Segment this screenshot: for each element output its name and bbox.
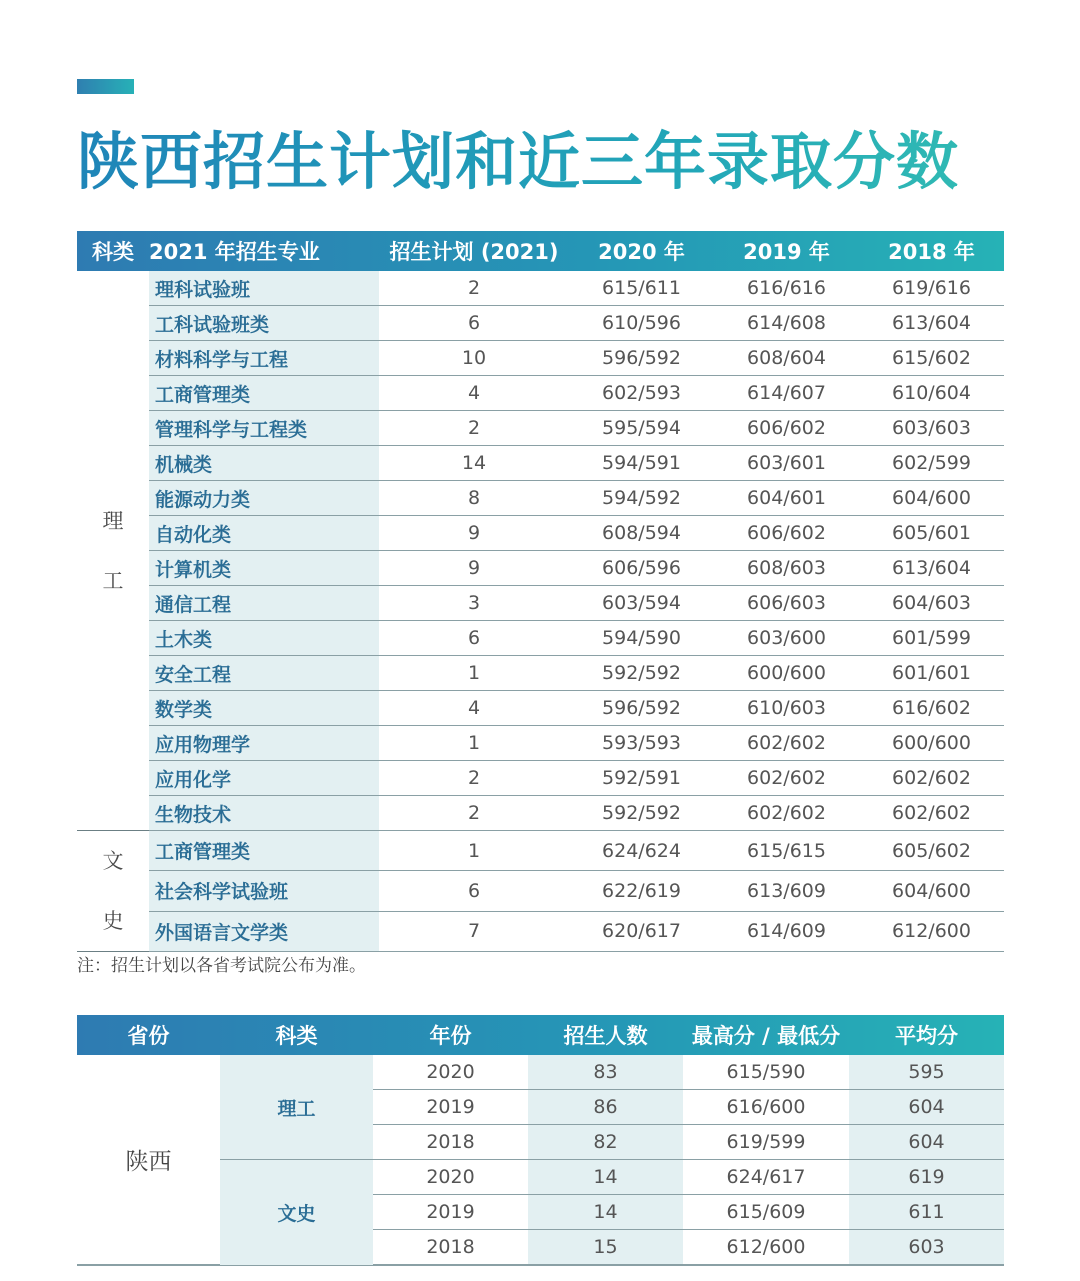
score-2019-cell: 608/604: [714, 341, 859, 376]
score-2019-cell: 600/600: [714, 656, 859, 691]
year-cell: 2020: [373, 1055, 528, 1090]
score-2020-cell: 610/596: [569, 306, 714, 341]
score-2018-cell: 602/599: [859, 446, 1004, 481]
count-cell: 14: [528, 1160, 683, 1195]
plan-cell: 1: [379, 726, 569, 761]
score-2020-cell: 622/619: [569, 871, 714, 911]
score-2020-cell: 606/596: [569, 551, 714, 586]
score-2018-cell: 601/601: [859, 656, 1004, 691]
major-cell: 应用化学: [149, 761, 379, 796]
admission-scores-table: [77, 231, 1004, 952]
header-average: 平均分: [895, 1024, 958, 1048]
score-2018-cell: 613/604: [859, 306, 1004, 341]
score-2019-cell: 616/616: [714, 271, 859, 306]
table-row: [77, 271, 1004, 306]
score-2018-cell: 615/602: [859, 341, 1004, 376]
category-cell: [77, 831, 149, 952]
score-2020-cell: 608/594: [569, 516, 714, 551]
score-2019-cell: 613/609: [714, 871, 859, 911]
score-2019-cell: 614/609: [714, 911, 859, 951]
table-header-row: [77, 231, 1004, 271]
major-cell: 工科试验班类: [149, 306, 379, 341]
province-cell: 陕西: [77, 1055, 220, 1265]
average-cell: 619: [849, 1160, 1004, 1195]
plan-cell: 4: [379, 691, 569, 726]
count-cell: 82: [528, 1125, 683, 1160]
count-cell: 86: [528, 1090, 683, 1125]
average-cell: 603: [849, 1230, 1004, 1266]
table-row: [77, 621, 1004, 656]
table-row: [77, 481, 1004, 516]
plan-cell: 2: [379, 796, 569, 831]
kind-cell: 理工: [220, 1055, 373, 1160]
table-row: [77, 376, 1004, 411]
kind-cell: 文史: [220, 1160, 373, 1266]
major-cell: 应用物理学: [149, 726, 379, 761]
score-2019-cell: 603/600: [714, 621, 859, 656]
score-2018-cell: 605/601: [859, 516, 1004, 551]
major-cell: 生物技术: [149, 796, 379, 831]
plan-cell: 6: [379, 621, 569, 656]
plan-cell: 6: [379, 871, 569, 911]
table-row: [77, 871, 1004, 911]
score-2018-cell: 610/604: [859, 376, 1004, 411]
score-2018-cell: 619/616: [859, 271, 1004, 306]
score-2018-cell: 604/603: [859, 586, 1004, 621]
table-row: [77, 691, 1004, 726]
score-2020-cell: 596/592: [569, 691, 714, 726]
category-char: 理: [102, 508, 124, 533]
header-kind: 科类: [275, 1024, 318, 1048]
header-score-range: 最高分 / 最低分: [691, 1024, 841, 1048]
footnote: 注：招生计划以各省考试院公布为准。: [77, 956, 366, 976]
year-cell: 2019: [373, 1195, 528, 1230]
plan-cell: 9: [379, 551, 569, 586]
score-2018-cell: 612/600: [859, 911, 1004, 951]
province-summary-table: [77, 1015, 1004, 1266]
major-cell: 安全工程: [149, 656, 379, 691]
table-row: [77, 726, 1004, 761]
score-2019-cell: 614/607: [714, 376, 859, 411]
score-2019-cell: 602/602: [714, 796, 859, 831]
table-row: [77, 446, 1004, 481]
score-2020-cell: 592/592: [569, 656, 714, 691]
year-cell: 2018: [373, 1230, 528, 1266]
score-2018-cell: 605/602: [859, 831, 1004, 871]
score-2019-cell: 606/602: [714, 411, 859, 446]
average-cell: 604: [849, 1125, 1004, 1160]
plan-cell: 1: [379, 831, 569, 871]
plan-cell: 3: [379, 586, 569, 621]
score-2019-cell: 606/602: [714, 516, 859, 551]
score-2019-cell: 610/603: [714, 691, 859, 726]
score-2019-cell: 614/608: [714, 306, 859, 341]
plan-cell: 7: [379, 911, 569, 951]
average-cell: 595: [849, 1055, 1004, 1090]
header-2020: 2020 年: [598, 240, 685, 264]
major-cell: 理科试验班: [149, 271, 379, 306]
header-count: 招生人数: [563, 1024, 648, 1048]
plan-cell: 6: [379, 306, 569, 341]
table-row: [77, 306, 1004, 341]
score-range-cell: 619/599: [683, 1125, 849, 1160]
year-cell: 2020: [373, 1160, 528, 1195]
table-row: [77, 761, 1004, 796]
plan-cell: 2: [379, 761, 569, 796]
count-cell: 14: [528, 1195, 683, 1230]
score-2019-cell: 604/601: [714, 481, 859, 516]
major-cell: 通信工程: [149, 586, 379, 621]
score-2019-cell: 603/601: [714, 446, 859, 481]
category-char: 工: [102, 568, 124, 593]
score-2020-cell: 595/594: [569, 411, 714, 446]
count-cell: 83: [528, 1055, 683, 1090]
header-2018: 2018 年: [888, 240, 975, 264]
score-2020-cell: 594/591: [569, 446, 714, 481]
score-2020-cell: 624/624: [569, 831, 714, 871]
table-row: [77, 551, 1004, 586]
plan-cell: 9: [379, 516, 569, 551]
header-major: 2021 年招生专业: [149, 240, 320, 264]
plan-cell: 8: [379, 481, 569, 516]
major-cell: 能源动力类: [149, 481, 379, 516]
major-cell: 材料科学与工程: [149, 341, 379, 376]
table-row: [77, 656, 1004, 691]
count-cell: 15: [528, 1230, 683, 1266]
table-row: [77, 516, 1004, 551]
score-2018-cell: 600/600: [859, 726, 1004, 761]
table-header-row: [77, 1015, 1004, 1055]
header-year: 年份: [429, 1024, 472, 1048]
score-2020-cell: 594/592: [569, 481, 714, 516]
score-2018-cell: 616/602: [859, 691, 1004, 726]
major-cell: 自动化类: [149, 516, 379, 551]
major-cell: 工商管理类: [149, 831, 379, 871]
score-range-cell: 624/617: [683, 1160, 849, 1195]
header-province: 省份: [127, 1024, 170, 1048]
major-cell: 外国语言文学类: [149, 911, 379, 951]
major-cell: 土木类: [149, 621, 379, 656]
header-plan: 招生计划 (2021): [389, 240, 559, 264]
score-2020-cell: 592/592: [569, 796, 714, 831]
major-cell: 工商管理类: [149, 376, 379, 411]
category-cell: [77, 271, 149, 831]
plan-cell: 10: [379, 341, 569, 376]
score-2020-cell: 620/617: [569, 911, 714, 951]
plan-cell: 1: [379, 656, 569, 691]
score-2018-cell: 601/599: [859, 621, 1004, 656]
table-row: [77, 1055, 1004, 1090]
score-2018-cell: 613/604: [859, 551, 1004, 586]
score-2020-cell: 592/591: [569, 761, 714, 796]
page-title: 陕西招生计划和近三年录取分数: [77, 112, 959, 201]
score-2018-cell: 602/602: [859, 761, 1004, 796]
table-row: [77, 831, 1004, 871]
score-range-cell: 615/609: [683, 1195, 849, 1230]
major-cell: 计算机类: [149, 551, 379, 586]
score-2020-cell: 602/593: [569, 376, 714, 411]
score-range-cell: 616/600: [683, 1090, 849, 1125]
score-2018-cell: 604/600: [859, 481, 1004, 516]
plan-cell: 2: [379, 411, 569, 446]
major-cell: 数学类: [149, 691, 379, 726]
score-2020-cell: 615/611: [569, 271, 714, 306]
year-cell: 2018: [373, 1125, 528, 1160]
accent-bar: [77, 79, 134, 94]
header-category: 科类: [92, 240, 134, 264]
table-row: [77, 411, 1004, 446]
score-2020-cell: 596/592: [569, 341, 714, 376]
score-2018-cell: 604/600: [859, 871, 1004, 911]
plan-cell: 2: [379, 271, 569, 306]
major-cell: 社会科学试验班: [149, 871, 379, 911]
table-row: [77, 341, 1004, 376]
score-2019-cell: 602/602: [714, 761, 859, 796]
table-row: [77, 796, 1004, 831]
score-2020-cell: 603/594: [569, 586, 714, 621]
year-cell: 2019: [373, 1090, 528, 1125]
header-2019: 2019 年: [743, 240, 830, 264]
score-range-cell: 612/600: [683, 1230, 849, 1266]
average-cell: 604: [849, 1090, 1004, 1125]
category-char: 史: [102, 909, 124, 933]
major-cell: 机械类: [149, 446, 379, 481]
table-row: [77, 586, 1004, 621]
table-row: [77, 911, 1004, 951]
plan-cell: 14: [379, 446, 569, 481]
score-2019-cell: 606/603: [714, 586, 859, 621]
average-cell: 611: [849, 1195, 1004, 1230]
score-range-cell: 615/590: [683, 1055, 849, 1090]
score-2019-cell: 615/615: [714, 831, 859, 871]
score-2020-cell: 594/590: [569, 621, 714, 656]
score-2019-cell: 608/603: [714, 551, 859, 586]
major-cell: 管理科学与工程类: [149, 411, 379, 446]
score-2018-cell: 603/603: [859, 411, 1004, 446]
score-2018-cell: 602/602: [859, 796, 1004, 831]
category-char: 文: [102, 849, 124, 873]
score-2020-cell: 593/593: [569, 726, 714, 761]
plan-cell: 4: [379, 376, 569, 411]
score-2019-cell: 602/602: [714, 726, 859, 761]
